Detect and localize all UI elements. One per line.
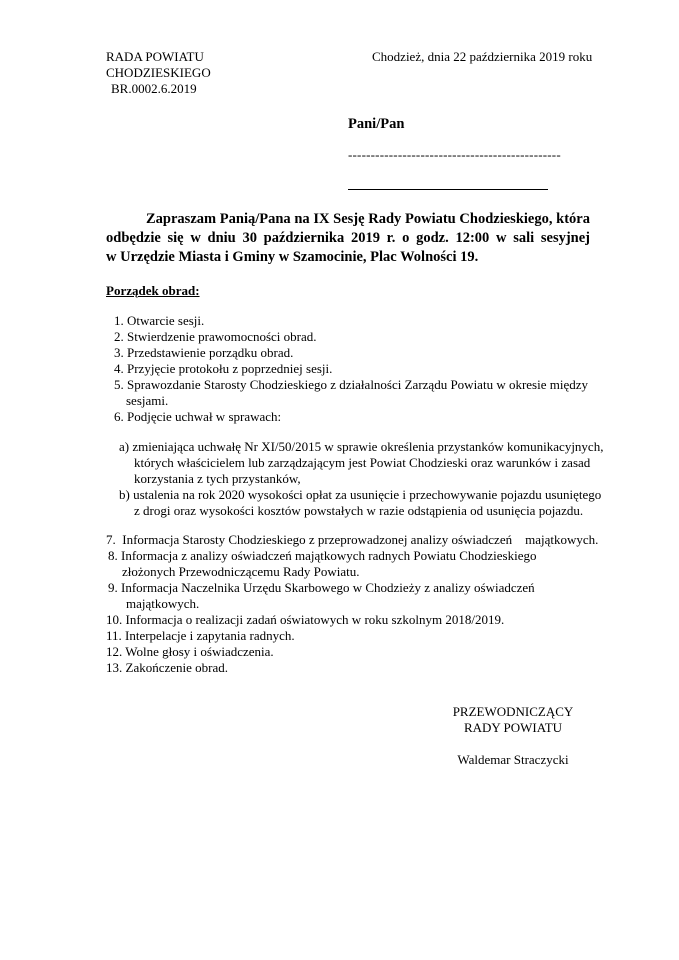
agenda-subitem: a) zmieniająca uchwałę Nr XI/50/2015 w sprawie określenia przystanków komunikacyjnych, [119, 439, 604, 454]
agenda-subitem: b) ustalenia na rok 2020 wysokości opłat za usunięcie i przechowywanie pojazdu usuniętego [119, 487, 602, 502]
invitation-line: Zapraszam Panią/Pana na IX Sesję Rady Powiatu Chodzieskiego, która [146, 211, 590, 227]
addressee-signature-line [348, 189, 548, 190]
agenda-item: 10. Informacja o realizacji zadań oświatowych w roku szkolnym 2018/2019. [106, 612, 505, 627]
agenda-subitem-continuation: korzystania z tych przystanków, [134, 471, 301, 486]
agenda-item: 7. Informacja Starosty Chodzieskiego z przeprowadzonej analizy oświadczeń majątkowych. [106, 532, 599, 547]
invitation-line: odbędzie się w dniu 30 października 2019 r. o godz. 12:00 w sali sesyjnej [106, 230, 590, 246]
organization-name-line1: RADA POWIATU [106, 49, 204, 64]
agenda-item: 5. Sprawozdanie Starosty Chodzieskiego z działalności Zarządu Powiatu w okresie między [114, 377, 589, 392]
invitation-paragraph [106, 210, 590, 267]
agenda-item: 3. Przedstawienie porządku obrad. [114, 345, 294, 360]
organization-header [106, 49, 211, 97]
reference-number: BR.0002.6.2019 [111, 81, 197, 96]
addressee-title: Pani/Pan [348, 116, 405, 132]
agenda-item-continuation: sesjami. [126, 393, 169, 408]
agenda-item: 4. Przyjęcie protokołu z poprzedniej sesji. [114, 361, 333, 376]
invitation-line: w Urzędzie Miasta i Gminy w Szamocinie, Plac Wolności 19. [106, 249, 479, 265]
agenda-item: 12. Wolne głosy i oświadczenia. [106, 644, 274, 659]
agenda-item: 13. Zakończenie obrad. [106, 660, 229, 675]
agenda-item: 11. Interpelacje i zapytania radnych. [106, 628, 295, 643]
signatory-name: Waldemar Straczycki [457, 752, 569, 767]
agenda-item-continuation: złożonych Przewodniczącemu Rady Powiatu. [122, 564, 360, 579]
agenda-item: 9. Informacja Naczelnika Urzędu Skarbowego w Chodzieży z analizy oświadczeń [108, 580, 535, 595]
agenda-item: 2. Stwierdzenie prawomocności obrad. [114, 329, 317, 344]
signature-title-line1: PRZEWODNICZĄCY [452, 704, 574, 719]
agenda-item: 6. Podjęcie uchwał w sprawach: [114, 409, 282, 424]
agenda-subitem-continuation: z drogi oraz wysokości kosztów powstałych w razie odstąpienia od usunięcia pojazdu. [134, 503, 584, 518]
agenda-item-continuation: majątkowych. [126, 596, 200, 611]
agenda-subitem-continuation: których właścicielem lub zarządzającym jest Powiat Chodzieski oraz warunków i zasad [134, 455, 591, 470]
place-date: Chodzież, dnia 22 października 2019 roku [372, 49, 593, 64]
addressee-dash-line: ----------------------------------------------- [348, 147, 561, 162]
agenda-heading: Porządek obrad: [106, 283, 200, 298]
signature-title-line2: RADY POWIATU [463, 720, 563, 735]
agenda-item: 8. Informacja z analizy oświadczeń majątkowych radnych Powiatu Chodzieskiego [108, 548, 537, 563]
agenda-item: 1. Otwarcie sesji. [114, 313, 205, 328]
organization-name-line2: CHODZIESKIEGO [106, 65, 211, 80]
